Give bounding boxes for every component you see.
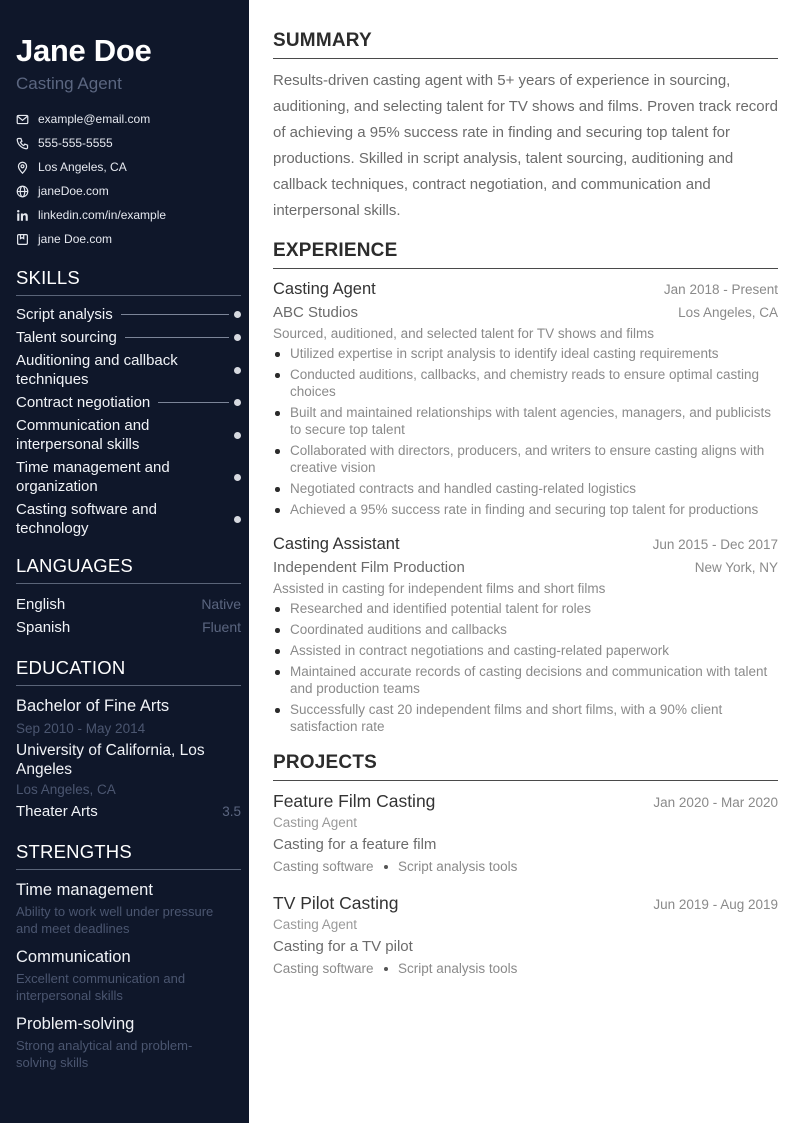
bookmark-icon — [16, 233, 29, 246]
strength-description: Strong analytical and problem-solving skills — [16, 1038, 193, 1070]
project-description: Casting for a TV pilot — [273, 938, 413, 955]
language-level: Fluent — [202, 619, 241, 635]
contact-phone-text: 555-555-5555 — [38, 136, 113, 150]
language-name: Spanish — [16, 619, 71, 636]
job-bullet-list — [273, 600, 778, 735]
contact-portfolio-text: jane Doe.com — [38, 232, 113, 246]
strengths-heading: STRENGTHS — [16, 841, 241, 870]
skill-leader-line — [125, 337, 229, 338]
skill-leader-line — [158, 402, 229, 403]
job-bullet: Achieved a 95% success rate in finding and securing top talent for productions — [273, 501, 778, 518]
education-degree: Bachelor of Fine Arts — [16, 697, 170, 715]
project-tools — [273, 959, 778, 979]
summary-text: Results-driven casting agent with 5+ years of experience in sourcing, auditioning, and selecting talent for TV shows and films. Proven track record of achieving a 95% success rate in finding and securing top talent for productions. Skilled in script analysis, talent sourcing, auditioning and callback techniques, contract negotiation, and communication and interpersonal skills. — [273, 72, 778, 219]
skill-leader-line — [121, 314, 229, 315]
skill-item — [16, 393, 241, 412]
skill-label: Communication and interpersonal skills — [16, 417, 150, 453]
language-item — [16, 593, 241, 616]
skill-label: Contract negotiation — [16, 394, 151, 411]
job-role: Casting Assistant — [273, 535, 400, 553]
job-bullet: Built and maintained relationships with talent agencies, managers, and publicists to secure top talent — [273, 404, 778, 438]
job-bullet-list — [273, 345, 778, 518]
profile-name: Jane Doe — [16, 33, 152, 68]
contact-portfolio[interactable] — [16, 227, 241, 251]
experience-heading: EXPERIENCE — [273, 240, 778, 269]
project-tool: Script analysis tools — [398, 859, 518, 874]
profile-title: Casting Agent — [16, 74, 122, 93]
bullet-separator-icon — [384, 967, 389, 972]
projects-heading: PROJECTS — [273, 752, 778, 781]
project-tool: Script analysis tools — [398, 961, 518, 976]
education-school: University of California, Los Angeles — [16, 742, 205, 778]
job-bullet: Researched and identified potential talent for roles — [273, 600, 778, 617]
project-dates: Jun 2019 - Aug 2019 — [653, 897, 778, 912]
contact-website[interactable] — [16, 179, 241, 203]
contact-list — [16, 107, 241, 251]
job-dates: Jun 2015 - Dec 2017 — [652, 537, 778, 552]
skill-item — [16, 416, 241, 454]
job-bullet: Coordinated auditions and callbacks — [273, 621, 778, 638]
skill-item — [16, 458, 241, 496]
project-role: Casting Agent — [273, 815, 358, 830]
skill-label: Time management and organization — [16, 459, 170, 495]
education-field: Theater Arts — [16, 803, 98, 820]
skill-label: Script analysis — [16, 306, 113, 323]
phone-icon — [16, 137, 29, 150]
job-location: Los Angeles, CA — [678, 305, 778, 320]
contact-location — [16, 155, 241, 179]
globe-icon — [16, 185, 29, 198]
job-company: Independent Film Production — [273, 559, 465, 576]
skill-level-dot — [234, 399, 241, 406]
job-bullet: Assisted in contract negotiations and casting-related paperwork — [273, 642, 778, 659]
skill-level-dot — [234, 432, 241, 439]
project-entry — [273, 891, 778, 979]
contact-linkedin-text: linkedin.com/in/example — [38, 208, 167, 222]
contact-phone[interactable] — [16, 131, 241, 155]
contact-location-text: Los Angeles, CA — [38, 160, 127, 174]
job-location: New York, NY — [694, 560, 778, 575]
project-role: Casting Agent — [273, 917, 358, 932]
job-dates: Jan 2018 - Present — [663, 282, 778, 297]
skill-leader-line — [204, 519, 229, 520]
skill-level-dot — [234, 311, 241, 318]
skill-label: Auditioning and callback techniques — [16, 352, 178, 388]
job-bullet: Maintained accurate records of casting decisions and communication with talent and production teams — [273, 663, 778, 697]
contact-linkedin[interactable] — [16, 203, 241, 227]
skill-level-dot — [234, 367, 241, 374]
summary-heading: SUMMARY — [273, 30, 778, 59]
language-name: English — [16, 596, 66, 613]
project-description: Casting for a feature film — [273, 836, 437, 853]
experience-entry — [273, 278, 778, 518]
project-tool: Casting software — [273, 961, 374, 976]
skill-leader-line — [204, 477, 229, 478]
project-name: Feature Film Casting — [273, 791, 436, 811]
skill-list — [16, 305, 241, 538]
strength-title: Problem-solving — [16, 1015, 135, 1033]
education-gpa: 3.5 — [222, 804, 241, 819]
strength-title: Time management — [16, 881, 153, 899]
skills-heading: SKILLS — [16, 267, 241, 296]
contact-email-text: example@email.com — [38, 112, 151, 126]
skill-item — [16, 328, 241, 347]
languages-heading: LANGUAGES — [16, 555, 241, 584]
education-heading: EDUCATION — [16, 657, 241, 686]
strength-description: Ability to work well under pressure and meet deadlines — [16, 904, 214, 936]
job-bullet: Utilized expertise in script analysis to identify ideal casting requirements — [273, 345, 778, 362]
job-bullet: Negotiated contracts and handled casting-related logistics — [273, 480, 778, 497]
language-list — [16, 593, 241, 639]
project-tools — [273, 857, 778, 877]
job-bullet: Successfully cast 20 independent films and short films, with a 90% client satisfaction rate — [273, 701, 778, 735]
linkedin-icon — [16, 209, 29, 222]
job-bullet: Collaborated with directors, producers, and writers to ensure casting aligns with creative vision — [273, 442, 778, 476]
language-item — [16, 616, 241, 639]
education-location: Los Angeles, CA — [16, 782, 116, 797]
project-tool: Casting software — [273, 859, 374, 874]
skill-label: Talent sourcing — [16, 329, 117, 346]
strength-title: Communication — [16, 948, 131, 966]
education-dates: Sep 2010 - May 2014 — [16, 721, 146, 736]
project-entry — [273, 789, 778, 877]
bullet-separator-icon — [384, 865, 389, 870]
project-dates: Jan 2020 - Mar 2020 — [653, 795, 778, 810]
skill-item — [16, 500, 241, 538]
mail-icon — [16, 113, 29, 126]
location-pin-icon — [16, 161, 29, 174]
skill-leader-line — [204, 435, 229, 436]
contact-email[interactable] — [16, 107, 241, 131]
skill-leader-line — [204, 370, 229, 371]
skill-label: Casting software and technology — [16, 501, 157, 537]
language-level: Native — [201, 596, 241, 612]
sidebar — [0, 0, 249, 1123]
strength-description: Excellent communication and interpersonal skills — [16, 971, 186, 1003]
job-company: ABC Studios — [273, 304, 359, 321]
job-description: Sourced, auditioned, and selected talent for TV shows and films — [273, 326, 654, 341]
skill-level-dot — [234, 334, 241, 341]
strength-list — [16, 879, 241, 1071]
project-name: TV Pilot Casting — [273, 893, 399, 913]
education-field-row — [16, 801, 241, 823]
skill-level-dot — [234, 474, 241, 481]
skill-item — [16, 305, 241, 324]
job-bullet: Conducted auditions, callbacks, and chemistry reads to ensure optimal casting choices — [273, 366, 778, 400]
job-description: Assisted in casting for independent films and short films — [273, 581, 606, 596]
skill-level-dot — [234, 516, 241, 523]
job-role: Casting Agent — [273, 280, 376, 298]
experience-entry — [273, 533, 778, 735]
contact-website-text: janeDoe.com — [38, 184, 109, 198]
main-content — [273, 30, 778, 979]
skill-item — [16, 351, 241, 389]
